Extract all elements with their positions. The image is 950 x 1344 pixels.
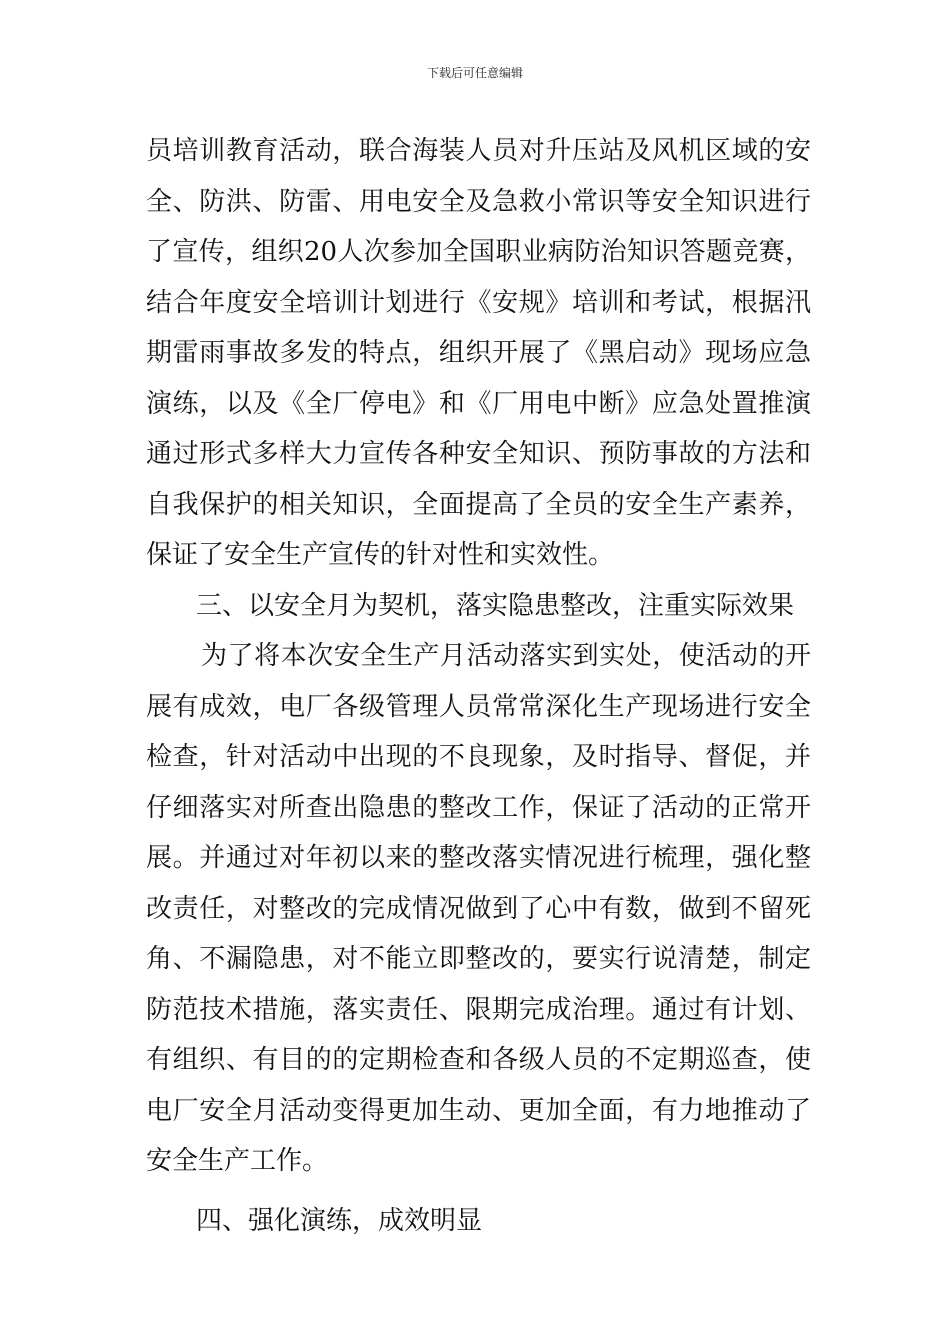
paragraph-hazard-rectification: 为了将本次安全生产月活动落实到实处，使活动的开展有成效，电厂各级管理人员常常深化生产现场进行安全检查，针对活动中出现的不良现象，及时指导、督促，并仔细落实对所查出隐患的整改工作，保证了活动的正常开展。并通过对年初以来的整改落实情况进行梳理，强化整改责任，对整改的完成情况做到了心中有数，做到不留死角、不漏隐患，对不能立即整改的，要实行说清楚，制定防范技术措施，落实责任、限期完成治理。通过有计划、有组织、有目的的定期检查和各级人员的不定期巡查，使电厂安全月活动变得更加生动、更加全面，有力地推动了安全生产工作。 bbox=[146, 641, 811, 1176]
paragraph-training-activities: 员培训教育活动，联合海装人员对升压站及风机区域的安全、防洪、防雷、用电安全及急救小常识等安全知识进行了宣传，组织20人次参加全国职业病防治知识答题竞赛，结合年度安全培训计划进行《安规》培训和考试，根据汛期雷雨事故多发的特点，组织开展了《黑启动》现场应急演练，以及《全厂停电》和《厂用电中断》应急处置推演通过形式多样大力宣传各种安全知识、预防事故的方法和自我保护的相关知识，全面提高了全员的安全生产素养，保证了安全生产宣传的针对性和实效性。 bbox=[146, 136, 811, 570]
section-heading-3: 三、以安全月为契机，落实隐患整改，注重实际效果 bbox=[196, 590, 795, 621]
document-body bbox=[146, 126, 811, 1246]
page-header-note: 下载后可任意编辑 bbox=[426, 66, 523, 80]
section-heading-4: 四、强化演练，成效明显 bbox=[196, 1205, 483, 1236]
